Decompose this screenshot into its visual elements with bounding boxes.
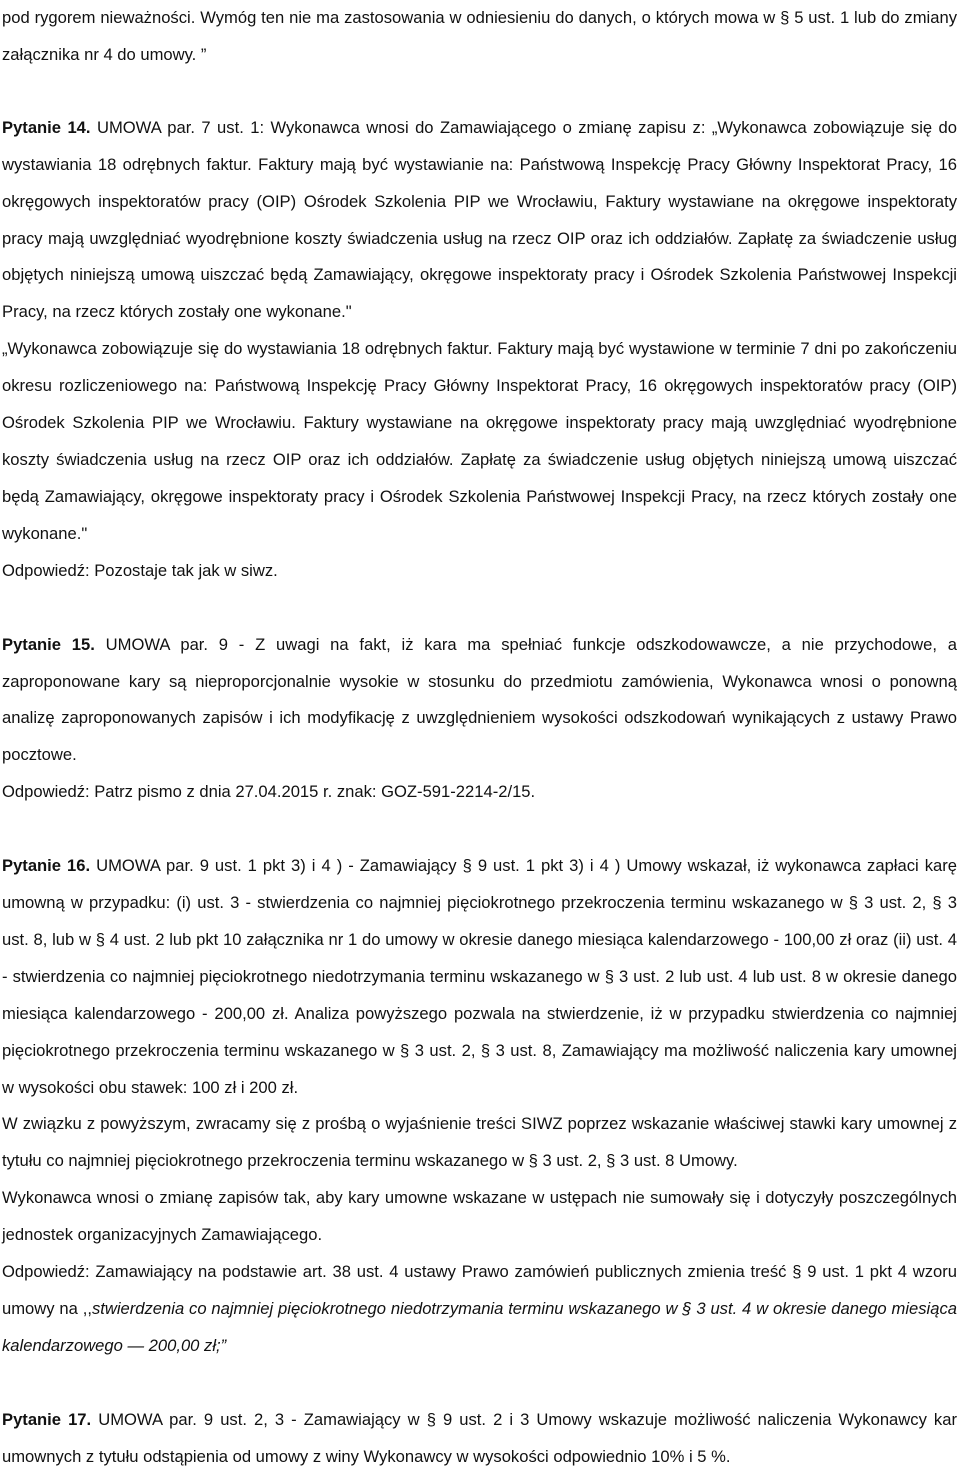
text-run: Odpowiedź: Patrz pismo z dnia 27.04.2015 r. znak: GOZ-591-2214-2/15. [2,782,536,802]
question-heading: Pytanie 16. [2,856,91,876]
question-heading: Pytanie 14. [2,117,91,137]
spacer [2,590,957,627]
answer-16 [2,1254,957,1365]
paragraph [2,1106,957,1180]
text-run: UMOWA par. 9 ust. 1 pkt 3) i 4 ) - Zamawiający § 9 ust. 1 pkt 3) i 4 ) Umowy wskazał, iż wykonawca zapłaci karę umowną w przypadku: (i) ust. 3 - stwierdzenia co najmniej pięciokrotnego przekroczenia terminu wskazanego w § 3 ust. 2, § 3 ust. 8, lub w § 4 ust. 2 lub pkt 10 załącznika nr 1 do umowy w okresie danego miesiąca kalendarzowego - 100,00 zł oraz (ii) ust. 4 - stwierdzenia co najmniej pięciokrotnego niedotrzymania terminu wskazanego w § 3 ust. 2 lub ust. 4 lub ust. 8 w okresie danego miesiąca kalendarzowego - 200,00 zł. Analiza powyższego pozwala na stwierdzenie, iż w przypadku stwierdzenia co najmniej pięciokrotnego przekroczenia terminu wskazanego w § 3 ust. 2, § 3 ust. 8, Zamawiający ma możliwość naliczenia kary umownej w wysokości obu stawek: 100 zł i 200 zł. [2,856,957,1097]
text-run: Wykonawca wnosi o zmianę zapisów tak, aby kary umowne wskazane w ustępach nie sumowały się i dotyczyły poszczególnych jednostek organizacyjnych Zamawiającego. [2,1188,957,1245]
paragraph [2,1180,957,1254]
spacer [2,811,957,848]
text-run: Odpowiedź: Zamawiający na podstawie art. 38 ust. 4 ustawy Prawo zamówień publicznych zmienia treść § 9 ust. 1 pkt 4 wzoru umowy na ,, [2,1262,957,1318]
text-run: UMOWA par. 7 ust. 1: Wykonawca wnosi do Zamawiającego o zmianę zapisu z: „Wykonawca zobowiązuje się do wystawiania 18 odrębnych faktur. Faktury mają być wystawianie na: Państwową Inspekcję Pracy Główny Inspektorat Pracy, 16 okręgowych inspektoratów pracy (OIP) Ośrodek Szkolenia PIP we Wrocławiu, Faktury wystawiane na okręgowe inspektoraty pracy mają uwzględniać wyodrębnione koszty świadczenia usług na rzecz OIP oraz ich oddziałów. Zapłatę za świadczenie usług objętych niniejszą umową uiszczać będą Zamawiający, okręgowe inspektoraty pracy i Ośrodek Szkolenia Państwowej Inspekcji Pracy, na rzecz których zostały one wykonane." [2,117,957,322]
question-16 [2,848,957,1106]
answer-14 [2,553,957,590]
text-run: „Wykonawca zobowiązuje się do wystawiania 18 odrębnych faktur. Faktury mają być wystawione w terminie 7 dni po zakończeniu okresu rozliczeniowego na: Państwową Inspekcję Pracy Główny Inspektorat Pracy, 16 okręgowych inspektoratów pracy (OIP) Ośrodek Szkolenia PIP we Wrocławiu. Faktury wystawiane na okręgowe inspektoraty pracy mają uwzględniać wyodrębnione koszty świadczenia usług na rzecz OIP oraz ich oddziałów. Zapłatę za świadczenie usług objętych niniejszą umową uiszczać będą Zamawiający, okręgowe inspektoraty pracy i Ośrodek Szkolenia Państwowej Inspekcji Pracy, na rzecz których zostały one wykonane." [2,339,957,543]
spacer [2,1365,957,1402]
paragraph [2,0,957,74]
text-run: W związku z powyższym, zwracamy się z prośbą o wyjaśnienie treści SIWZ poprzez wskazanie właściwej stawki kary umownej z tytułu co najmniej pięciokrotnego przekroczenia terminu wskazanego w § 3 ust. 2, § 3 ust. 8 Umowy. [2,1114,957,1171]
text-run: UMOWA par. 9 - Z uwagi na fakt, iż kara ma spełniać funkcje odszkodowawcze, a nie przychodowe, a zaproponowane kary są nieproporcjonalnie wysokie w stosunku do przedmiotu zamówienia, Wykonawca wnosi o ponowną analizę zaproponowanych zapisów i ich modyfikację z uwzględnieniem wysokości odszkodowań wynikających z ustawy Prawo pocztowe. [2,634,957,765]
paragraph [2,331,957,552]
question-heading: Pytanie 17. [2,1409,92,1429]
question-15 [2,627,957,775]
text-run: pod rygorem nieważności. Wymóg ten nie ma zastosowania w odniesieniu do danych, o których mowa w § 5 ust. 1 lub do zmiany załącznika nr 4 do umowy. ” [2,8,957,64]
text-run: UMOWA par. 9 ust. 2, 3 - Zamawiający w § 9 ust. 2 i 3 Umowy wskazuje możliwość naliczenia Wykonawcy kar umownych z tytułu odstąpienia od umowy z winy Wykonawcy w wysokości odpowiednio 10% i 5 %. [2,1409,957,1466]
question-heading: Pytanie 15. [2,634,95,654]
italic-text-run: stwierdzenia co najmniej pięciokrotnego niedotrzymania terminu wskazanego w § 3 ust. 4 w okresie danego miesiąca kalendarzowego — 200,00 zł;” [2,1299,957,1355]
answer-15 [2,774,957,811]
question-14 [2,110,957,331]
spacer [2,74,957,110]
text-run: Odpowiedź: Pozostaje tak jak w siwz. [2,560,278,580]
question-17 [2,1402,957,1476]
